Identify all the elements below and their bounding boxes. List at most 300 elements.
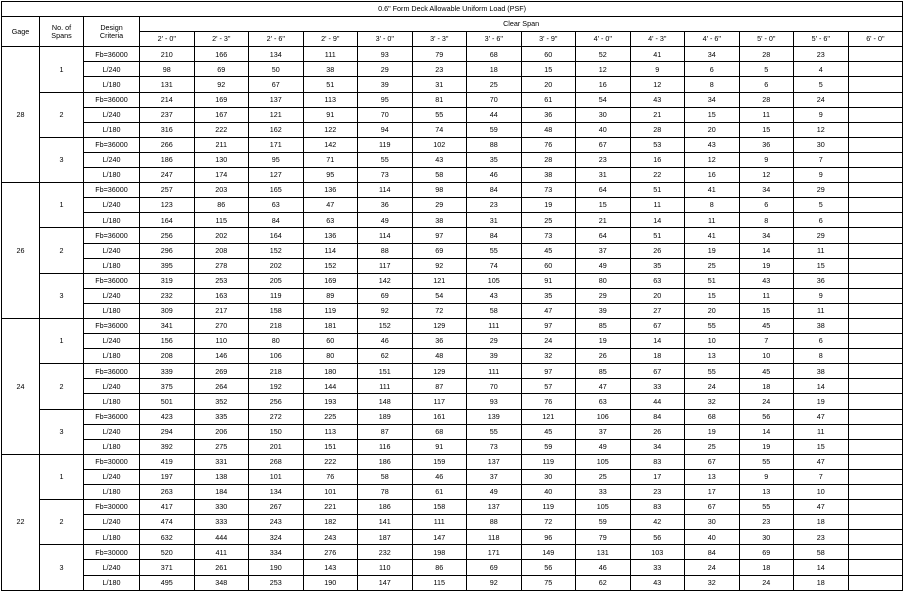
load-value: 23 <box>412 62 467 77</box>
load-value <box>848 183 903 198</box>
load-value <box>848 77 903 92</box>
load-value: 324 <box>249 530 304 545</box>
load-value: 115 <box>412 575 467 590</box>
load-value <box>848 122 903 137</box>
load-value: 123 <box>140 198 195 213</box>
load-value <box>848 318 903 333</box>
load-value: 25 <box>521 213 576 228</box>
load-value: 55 <box>739 500 794 515</box>
load-value: 55 <box>467 424 522 439</box>
load-value: 371 <box>140 560 195 575</box>
load-value: 84 <box>467 228 522 243</box>
load-value: 49 <box>576 439 631 454</box>
load-value: 19 <box>685 424 740 439</box>
table-row <box>2 500 903 515</box>
load-value: 169 <box>194 92 249 107</box>
load-value: 40 <box>521 485 576 500</box>
load-value: 35 <box>467 152 522 167</box>
span-count-value: 1 <box>40 454 84 499</box>
design-criteria-value: Fb=36000 <box>84 137 140 152</box>
load-value: 253 <box>194 273 249 288</box>
load-value: 152 <box>303 258 358 273</box>
load-value: 129 <box>412 364 467 379</box>
load-value: 151 <box>303 439 358 454</box>
load-value: 38 <box>303 62 358 77</box>
header-span-8: 4' - 0" <box>576 32 631 47</box>
load-value: 16 <box>630 152 685 167</box>
table-row <box>2 243 903 258</box>
load-value: 159 <box>412 454 467 469</box>
load-value: 30 <box>576 107 631 122</box>
load-value <box>848 273 903 288</box>
load-value: 115 <box>194 213 249 228</box>
load-value: 36 <box>739 137 794 152</box>
load-value: 79 <box>576 530 631 545</box>
load-value: 36 <box>794 273 849 288</box>
load-value: 261 <box>194 560 249 575</box>
load-value: 68 <box>467 47 522 62</box>
load-value: 11 <box>630 198 685 213</box>
load-value: 10 <box>739 349 794 364</box>
load-value <box>848 454 903 469</box>
load-value: 392 <box>140 439 195 454</box>
load-value: 36 <box>521 107 576 122</box>
load-value: 6 <box>739 198 794 213</box>
load-value: 419 <box>140 454 195 469</box>
load-value: 411 <box>194 545 249 560</box>
load-value: 76 <box>303 469 358 484</box>
load-value <box>848 243 903 258</box>
load-value: 89 <box>303 288 358 303</box>
load-value: 23 <box>467 198 522 213</box>
load-value: 67 <box>630 364 685 379</box>
table-row <box>2 77 903 92</box>
table-row <box>2 379 903 394</box>
load-value: 335 <box>194 409 249 424</box>
load-value: 152 <box>358 318 413 333</box>
load-value: 113 <box>303 424 358 439</box>
load-value: 149 <box>521 545 576 560</box>
load-value: 152 <box>249 243 304 258</box>
load-value: 67 <box>685 500 740 515</box>
design-criteria-value: L/180 <box>84 575 140 590</box>
load-value: 7 <box>794 152 849 167</box>
load-value: 137 <box>249 92 304 107</box>
table-row <box>2 258 903 273</box>
load-value: 80 <box>576 273 631 288</box>
load-value: 131 <box>576 545 631 560</box>
design-criteria-value: Fb=30000 <box>84 545 140 560</box>
load-value: 256 <box>140 228 195 243</box>
load-value: 23 <box>739 515 794 530</box>
header-span-11: 5' - 0" <box>739 32 794 47</box>
load-value: 276 <box>303 545 358 560</box>
load-value: 105 <box>576 454 631 469</box>
load-value: 5 <box>794 77 849 92</box>
load-value: 119 <box>521 500 576 515</box>
load-value: 208 <box>194 243 249 258</box>
load-value: 186 <box>140 152 195 167</box>
load-value: 13 <box>739 485 794 500</box>
span-count-value: 3 <box>40 409 84 454</box>
header-span-10: 4' - 6" <box>685 32 740 47</box>
design-criteria-value: Fb=36000 <box>84 318 140 333</box>
load-value: 7 <box>794 469 849 484</box>
load-value: 13 <box>685 469 740 484</box>
load-value: 14 <box>630 334 685 349</box>
design-criteria-value: L/240 <box>84 243 140 258</box>
load-value: 208 <box>140 349 195 364</box>
load-value: 75 <box>521 575 576 590</box>
load-value: 316 <box>140 122 195 137</box>
load-value: 121 <box>521 409 576 424</box>
load-value: 352 <box>194 394 249 409</box>
load-value: 119 <box>521 454 576 469</box>
load-value: 59 <box>521 439 576 454</box>
load-value: 22 <box>630 168 685 183</box>
load-value: 165 <box>249 183 304 198</box>
load-value: 34 <box>739 228 794 243</box>
load-value: 73 <box>467 439 522 454</box>
table-row <box>2 228 903 243</box>
header-span-3: 2' - 9" <box>303 32 358 47</box>
load-value: 54 <box>576 92 631 107</box>
load-value: 21 <box>576 213 631 228</box>
load-value: 164 <box>249 228 304 243</box>
load-value <box>848 47 903 62</box>
load-value: 83 <box>630 454 685 469</box>
load-value: 147 <box>358 575 413 590</box>
load-value: 11 <box>739 107 794 122</box>
load-value: 134 <box>249 485 304 500</box>
load-value: 14 <box>794 379 849 394</box>
load-value: 11 <box>794 303 849 318</box>
load-value: 15 <box>685 107 740 122</box>
load-value: 134 <box>249 47 304 62</box>
load-value: 46 <box>576 560 631 575</box>
load-value: 34 <box>685 92 740 107</box>
load-value: 278 <box>194 258 249 273</box>
design-criteria-value: L/180 <box>84 485 140 500</box>
load-value: 423 <box>140 409 195 424</box>
load-value: 58 <box>412 168 467 183</box>
load-value: 93 <box>467 394 522 409</box>
header-design-criteria-line2: Criteria <box>99 30 124 40</box>
load-value <box>848 409 903 424</box>
load-value: 91 <box>412 439 467 454</box>
load-value: 45 <box>739 318 794 333</box>
load-value: 319 <box>140 273 195 288</box>
design-criteria-value: Fb=36000 <box>84 273 140 288</box>
design-criteria-value: L/240 <box>84 198 140 213</box>
load-value: 23 <box>794 47 849 62</box>
design-criteria-value: L/180 <box>84 530 140 545</box>
load-value: 81 <box>412 92 467 107</box>
load-value: 84 <box>249 213 304 228</box>
load-value: 263 <box>140 485 195 500</box>
load-value: 57 <box>521 379 576 394</box>
load-value: 268 <box>249 454 304 469</box>
load-value: 14 <box>630 213 685 228</box>
load-value: 19 <box>685 243 740 258</box>
load-value <box>848 394 903 409</box>
load-value: 63 <box>303 213 358 228</box>
load-value: 43 <box>467 288 522 303</box>
load-value: 62 <box>358 349 413 364</box>
load-value: 189 <box>358 409 413 424</box>
table-row <box>2 424 903 439</box>
load-value: 18 <box>794 575 849 590</box>
load-value: 87 <box>358 424 413 439</box>
table-row <box>2 198 903 213</box>
load-value: 76 <box>521 137 576 152</box>
load-value: 9 <box>794 288 849 303</box>
load-value <box>848 439 903 454</box>
load-value: 167 <box>194 107 249 122</box>
load-value: 12 <box>739 168 794 183</box>
load-value: 61 <box>521 92 576 107</box>
load-value: 15 <box>521 62 576 77</box>
table-row <box>2 318 903 333</box>
load-value: 23 <box>576 152 631 167</box>
load-value: 40 <box>576 122 631 137</box>
load-value: 20 <box>630 288 685 303</box>
load-value: 417 <box>140 500 195 515</box>
load-value: 114 <box>358 228 413 243</box>
load-value <box>848 62 903 77</box>
load-value: 105 <box>576 500 631 515</box>
load-value: 218 <box>249 364 304 379</box>
load-value: 26 <box>630 243 685 258</box>
load-value: 97 <box>412 228 467 243</box>
load-value: 138 <box>194 469 249 484</box>
load-value: 83 <box>630 500 685 515</box>
table-row <box>2 137 903 152</box>
load-value: 55 <box>467 243 522 258</box>
table-row <box>2 273 903 288</box>
load-value: 8 <box>794 349 849 364</box>
design-criteria-value: L/180 <box>84 349 140 364</box>
table-row <box>2 288 903 303</box>
load-value: 20 <box>685 122 740 137</box>
load-value: 12 <box>794 122 849 137</box>
load-value: 5 <box>739 62 794 77</box>
load-value: 632 <box>140 530 195 545</box>
load-value <box>848 575 903 590</box>
header-design-criteria <box>84 17 140 47</box>
load-value: 162 <box>249 122 304 137</box>
load-value: 29 <box>576 288 631 303</box>
load-value: 269 <box>194 364 249 379</box>
table-title-row <box>2 2 903 17</box>
load-value: 495 <box>140 575 195 590</box>
load-value: 72 <box>412 303 467 318</box>
load-value: 193 <box>303 394 358 409</box>
load-value: 69 <box>467 560 522 575</box>
design-criteria-value: L/240 <box>84 62 140 77</box>
header-no-of-spans <box>40 17 84 47</box>
load-value: 119 <box>358 137 413 152</box>
load-value: 84 <box>467 183 522 198</box>
load-value: 59 <box>467 122 522 137</box>
load-value: 202 <box>194 228 249 243</box>
load-value: 69 <box>358 288 413 303</box>
load-value: 92 <box>412 258 467 273</box>
load-value: 49 <box>358 213 413 228</box>
load-value: 33 <box>630 379 685 394</box>
load-value: 63 <box>249 198 304 213</box>
load-value: 11 <box>739 288 794 303</box>
header-clear-span: Clear Span <box>140 17 903 32</box>
design-criteria-value: L/240 <box>84 560 140 575</box>
load-value: 144 <box>303 379 358 394</box>
load-value: 70 <box>467 92 522 107</box>
load-value: 6 <box>794 334 849 349</box>
load-value: 163 <box>194 288 249 303</box>
load-value: 137 <box>467 454 522 469</box>
load-value: 67 <box>249 77 304 92</box>
load-value: 55 <box>739 454 794 469</box>
span-count-value: 1 <box>40 47 84 92</box>
design-criteria-value: L/240 <box>84 515 140 530</box>
load-value: 29 <box>794 228 849 243</box>
load-value: 101 <box>303 485 358 500</box>
load-value: 63 <box>576 394 631 409</box>
load-value: 80 <box>303 349 358 364</box>
load-value: 38 <box>794 364 849 379</box>
load-value: 210 <box>140 47 195 62</box>
load-value: 444 <box>194 530 249 545</box>
table-row <box>2 168 903 183</box>
load-value: 6 <box>739 77 794 92</box>
load-value: 53 <box>630 137 685 152</box>
load-value: 14 <box>794 560 849 575</box>
load-value: 64 <box>576 228 631 243</box>
table-row <box>2 394 903 409</box>
design-criteria-value: L/240 <box>84 107 140 122</box>
load-value: 334 <box>249 545 304 560</box>
header-no-of-spans-line2: Spans <box>51 30 72 40</box>
allowable-uniform-load-table <box>1 1 903 591</box>
load-value: 18 <box>739 560 794 575</box>
load-value: 31 <box>412 77 467 92</box>
load-value: 206 <box>194 424 249 439</box>
load-value: 32 <box>521 349 576 364</box>
load-value <box>848 228 903 243</box>
load-value: 8 <box>739 213 794 228</box>
load-value: 51 <box>685 273 740 288</box>
design-criteria-value: L/180 <box>84 168 140 183</box>
load-value: 146 <box>194 349 249 364</box>
load-value: 73 <box>521 228 576 243</box>
load-value: 23 <box>794 530 849 545</box>
table-row <box>2 47 903 62</box>
load-value: 147 <box>412 530 467 545</box>
load-value: 67 <box>630 318 685 333</box>
load-value: 119 <box>249 288 304 303</box>
design-criteria-value: L/180 <box>84 213 140 228</box>
load-value: 309 <box>140 303 195 318</box>
load-value: 201 <box>249 439 304 454</box>
load-value: 24 <box>739 575 794 590</box>
load-value: 25 <box>467 77 522 92</box>
load-value: 15 <box>739 122 794 137</box>
load-value: 55 <box>358 152 413 167</box>
header-span-7: 3' - 9" <box>521 32 576 47</box>
load-value: 23 <box>630 485 685 500</box>
load-value: 186 <box>358 500 413 515</box>
load-value: 127 <box>249 168 304 183</box>
load-value: 74 <box>412 122 467 137</box>
load-value <box>848 288 903 303</box>
table-row <box>2 107 903 122</box>
load-value: 26 <box>576 349 631 364</box>
load-value: 51 <box>630 183 685 198</box>
load-value: 92 <box>358 303 413 318</box>
design-criteria-value: Fb=36000 <box>84 183 140 198</box>
load-value: 98 <box>140 62 195 77</box>
load-value: 95 <box>303 168 358 183</box>
load-value: 129 <box>412 318 467 333</box>
load-value: 6 <box>794 213 849 228</box>
load-value: 117 <box>358 258 413 273</box>
load-value: 58 <box>467 303 522 318</box>
load-value: 9 <box>739 469 794 484</box>
load-value: 30 <box>521 469 576 484</box>
load-value: 9 <box>630 62 685 77</box>
table-row <box>2 454 903 469</box>
load-value: 58 <box>358 469 413 484</box>
load-value: 197 <box>140 469 195 484</box>
load-value: 139 <box>467 409 522 424</box>
load-value: 171 <box>249 137 304 152</box>
load-value: 156 <box>140 334 195 349</box>
gage-value: 24 <box>2 318 40 454</box>
load-value: 130 <box>194 152 249 167</box>
load-value: 97 <box>521 318 576 333</box>
table-row <box>2 439 903 454</box>
header-no-of-spans-line1: No. of <box>51 23 72 33</box>
design-criteria-value: L/240 <box>84 379 140 394</box>
load-value: 41 <box>685 228 740 243</box>
load-value: 294 <box>140 424 195 439</box>
load-value: 272 <box>249 409 304 424</box>
design-criteria-value: L/180 <box>84 394 140 409</box>
load-value: 121 <box>249 107 304 122</box>
load-value: 92 <box>194 77 249 92</box>
load-value: 34 <box>685 47 740 62</box>
load-value: 211 <box>194 137 249 152</box>
load-value: 34 <box>739 183 794 198</box>
load-value: 5 <box>794 198 849 213</box>
load-value: 39 <box>358 77 413 92</box>
design-criteria-value: L/180 <box>84 77 140 92</box>
load-value <box>848 469 903 484</box>
load-value: 49 <box>576 258 631 273</box>
load-value: 14 <box>739 243 794 258</box>
load-value: 32 <box>685 575 740 590</box>
load-value: 41 <box>630 47 685 62</box>
load-value: 187 <box>358 530 413 545</box>
load-value: 275 <box>194 439 249 454</box>
table-row <box>2 183 903 198</box>
load-value: 48 <box>412 349 467 364</box>
load-value: 11 <box>685 213 740 228</box>
load-value: 4 <box>794 62 849 77</box>
header-gage: Gage <box>2 17 40 47</box>
load-value: 24 <box>521 334 576 349</box>
load-value: 60 <box>521 47 576 62</box>
